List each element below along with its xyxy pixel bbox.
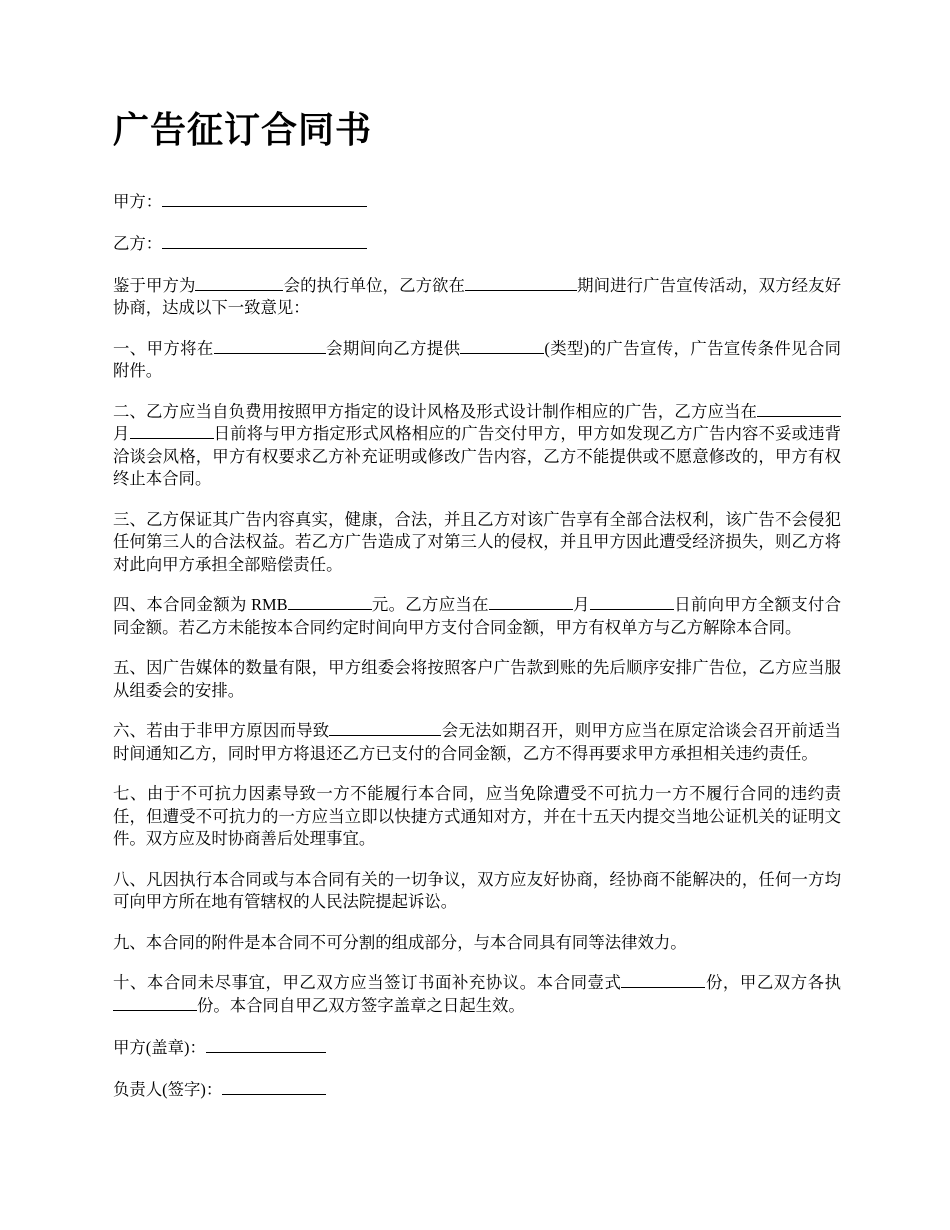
party-b-blank	[162, 233, 367, 249]
clause-10-text-3: 份。本合同自甲乙双方签字盖章之日起生效。	[197, 995, 525, 1015]
clause-6	[113, 720, 841, 765]
clause-1-blank-type	[460, 338, 544, 354]
clause-1-text-1: 一、甲方将在	[113, 338, 214, 358]
party-a-label: 甲方：	[113, 191, 163, 211]
clause-6-text-1: 六、若由于非甲方原因而导致	[113, 721, 330, 741]
clause-2	[113, 401, 841, 491]
clause-3: 三、乙方保证其广告内容真实，健康，合法，并且乙方对该广告享有全部合法权利，该广告不会侵犯任何第三人的合法权益。若乙方广告造成了对第三人的侵权，并且甲方因此遭受经济损失，则乙方将对此向甲方承担全部赔偿责任。	[113, 509, 841, 574]
clause-4-text-4: 日前向甲方全额支付合同金额。若乙方未能按本合同约定时间向甲方支付合同金额，甲方有权单方与乙方解除本合同。	[113, 595, 842, 637]
clause-6-blank-event	[329, 720, 441, 736]
clause-2-blank-day	[130, 423, 214, 439]
clause-4-text-3: 月	[572, 595, 590, 615]
preamble-text-2: 会的执行单位，乙方欲在	[283, 275, 466, 295]
clause-10-text-2: 份，甲乙双方各执	[705, 973, 842, 993]
clause-4-text-1: 四、本合同金额为 RMB	[113, 595, 288, 615]
clause-6-text-2: 会无法如期召开，则甲方应当在原定洽谈会召开前适当时间通知乙方，同时甲方将退还乙方已支付的合同金额，乙方不得再要求甲方承担相关违约责任。	[113, 721, 842, 763]
document-title: 广告征订合同书	[113, 110, 373, 151]
clause-4-blank-month	[489, 594, 573, 610]
clause-1-text-3: (类型)的广告宣传，广告宣传条件见合同附件。	[113, 338, 842, 381]
clause-10-text-1: 十、本合同未尽事宜，甲乙双方应当签订书面补充协议。本合同壹式	[113, 973, 622, 993]
clause-4	[113, 594, 841, 639]
clause-9: 九、本合同的附件是本合同不可分割的组成部分，与本合同具有同等法律效力。	[113, 932, 687, 952]
clause-1-text-2: 会期间向乙方提供	[325, 338, 461, 358]
clause-1-blank-event	[214, 338, 326, 354]
clause-2-text-1: 二、乙方应当自负费用按照甲方指定的设计风格及形式设计制作相应的广告，乙方应当在	[113, 401, 757, 421]
clause-8: 八、凡因执行本合同或与本合同有关的一切争议，双方应友好协商，经协商不能解决的，任何一方均可向甲方所在地有管辖权的人民法院提起诉讼。	[113, 869, 841, 912]
clause-2-blank-month	[757, 401, 841, 417]
preamble-blank-period	[465, 275, 577, 291]
party-b-label: 乙方：	[113, 233, 163, 253]
contract-page	[113, 108, 841, 1101]
preamble-text-1: 鉴于甲方为	[113, 275, 196, 295]
clause-2-text-3: 日前将与甲方指定形式风格相应的广告交付甲方，甲方如发现乙方广告内容不妥或违背洽谈会风格，甲方有权要求乙方补充证明或修改广告内容，乙方不能提供或不愿意修改的，甲方有权终止本合同。	[113, 424, 842, 489]
sign-representative-label: 负责人(签字)：	[113, 1080, 223, 1100]
clause-2-text-2: 月	[113, 424, 130, 444]
preamble-blank-event	[195, 275, 283, 291]
sign-representative-line	[113, 1079, 841, 1101]
party-a-blank	[162, 191, 367, 207]
sign-party-a-line	[113, 1037, 841, 1059]
sign-party-a-blank	[206, 1037, 326, 1053]
clause-4-blank-day	[590, 594, 674, 610]
clause-10-blank-each	[113, 995, 197, 1011]
clause-1	[113, 338, 841, 383]
clause-5: 五、因广告媒体的数量有限，甲方组委会将按照客户广告款到账的先后顺序安排广告位，乙方应当服从组委会的安排。	[113, 658, 841, 700]
preamble-text-3: 期间进行广告宣传活动，双方经友好协商，达成以下一致意见：	[113, 275, 842, 318]
clause-4-text-2: 元。乙方应当在	[371, 595, 489, 615]
clause-10	[113, 972, 841, 1017]
sign-representative-blank	[222, 1079, 326, 1095]
party-a-line	[113, 191, 841, 213]
clause-4-blank-amount	[288, 594, 372, 610]
sign-party-a-label: 甲方(盖章)：	[113, 1038, 206, 1058]
clause-10-blank-copies	[621, 972, 705, 988]
party-b-line	[113, 233, 841, 255]
preamble-paragraph	[113, 275, 841, 320]
clause-7: 七、由于不可抗力因素导致一方不能履行本合同，应当免除遭受不可抗力一方不履行合同的违约责任，但遭受不可抗力的一方应当立即以快捷方式通知对方，并在十五天内提交当地公证机关的证明文件。双方应及时协商善后处理事宜。	[113, 784, 841, 849]
